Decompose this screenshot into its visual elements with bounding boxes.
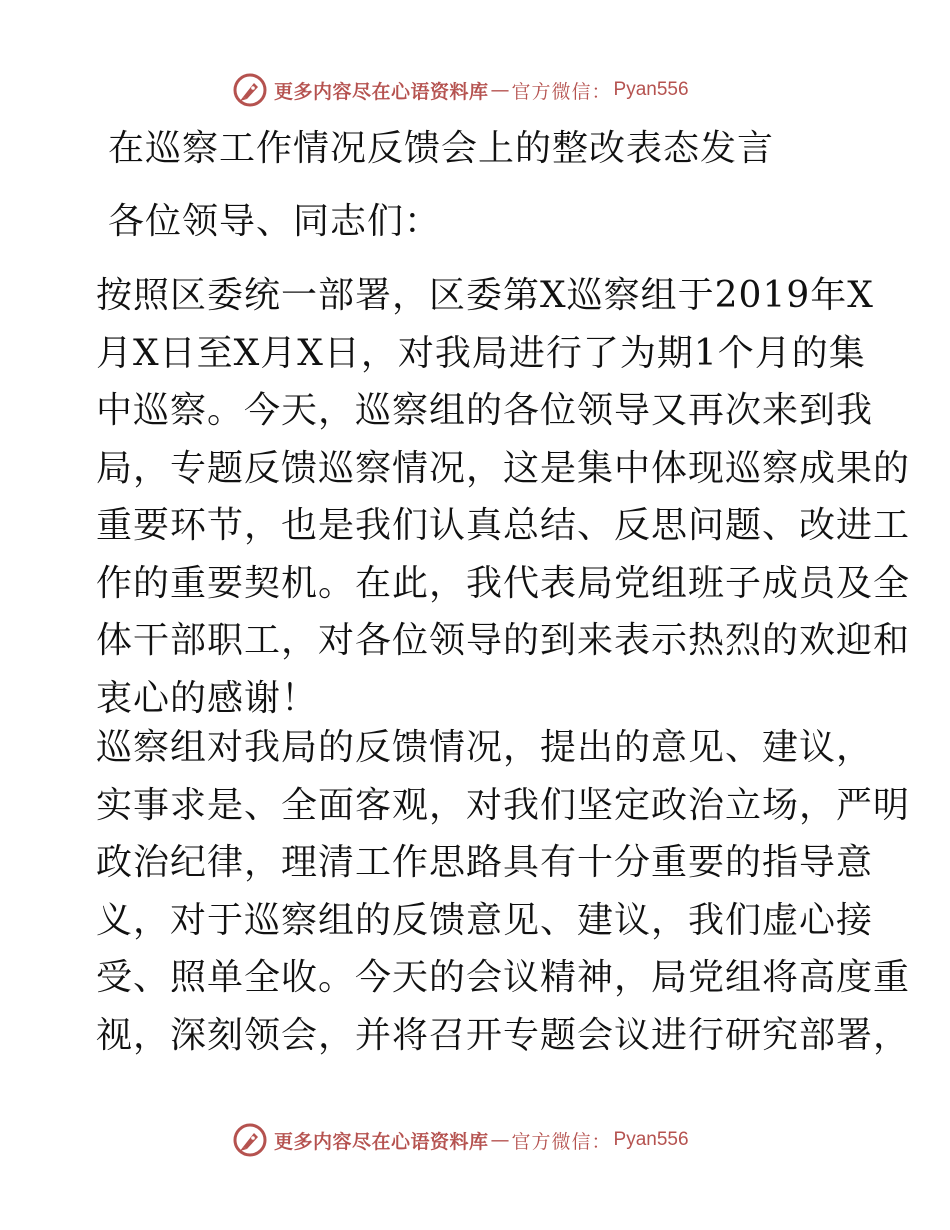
paragraph-line: 作的重要契机。在此，我代表局党组班子成员及全 [96,562,911,604]
header-watermark [232,70,752,110]
watermark-wechat-label: 官方微信： [511,1130,612,1153]
paragraph-line: 衷心的感谢！ [96,677,319,719]
paragraph-2 [96,719,911,1064]
watermark-wechat-id: Pyan556 [613,1129,689,1150]
paragraph-line: 政治纪律，理清工作思路具有十分重要的指导意 [96,842,874,883]
paragraph-line: 视，深刻领会，并将召开专题会议进行研究部署， [96,1014,911,1056]
paragraph-line: 月X日至X月X日，对我局进行了为期1个月的集 [96,332,866,374]
watermark-wechat-label: 官方微信： [511,80,612,103]
pen-nib-logo-icon [232,72,268,108]
paragraph-line: 巡察组对我局的反馈情况，提出的意见、建议， [96,727,874,768]
paragraph-line: 实事求是、全面客观，对我们坚定政治立场，严明 [96,784,911,826]
footer-watermark [232,1120,752,1160]
paragraph-line: 体干部职工，对各位领导的到来表示热烈的欢迎和 [96,620,911,661]
watermark-dash: — [490,1129,510,1151]
watermark-wechat-id: Pyan556 [613,79,689,100]
paragraph-1 [96,267,911,727]
salutation: 各位领导、同志们： [108,201,442,242]
paragraph-line: 按照区委统一部署，区委第X巡察组于2019年X [96,275,874,316]
document-title: 在巡察工作情况反馈会上的整改表态发言 [108,128,775,169]
watermark-text: 更多内容尽在心语资料库 [274,1130,489,1153]
paragraph-line: 受、照单全收。今天的会议精神，局党组将高度重 [96,957,911,998]
watermark-dash: — [490,79,510,101]
paragraph-line: 中巡察。今天，巡察组的各位领导又再次来到我 [96,390,874,431]
paragraph-line: 重要环节，也是我们认真总结、反思问题、改进工 [96,505,911,546]
pen-nib-logo-icon [232,1122,268,1158]
paragraph-line: 局，专题反馈巡察情况，这是集中体现巡察成果的 [96,447,911,489]
watermark-text: 更多内容尽在心语资料库 [274,80,489,103]
paragraph-line: 义，对于巡察组的反馈意见、建议，我们虚心接 [96,899,874,941]
